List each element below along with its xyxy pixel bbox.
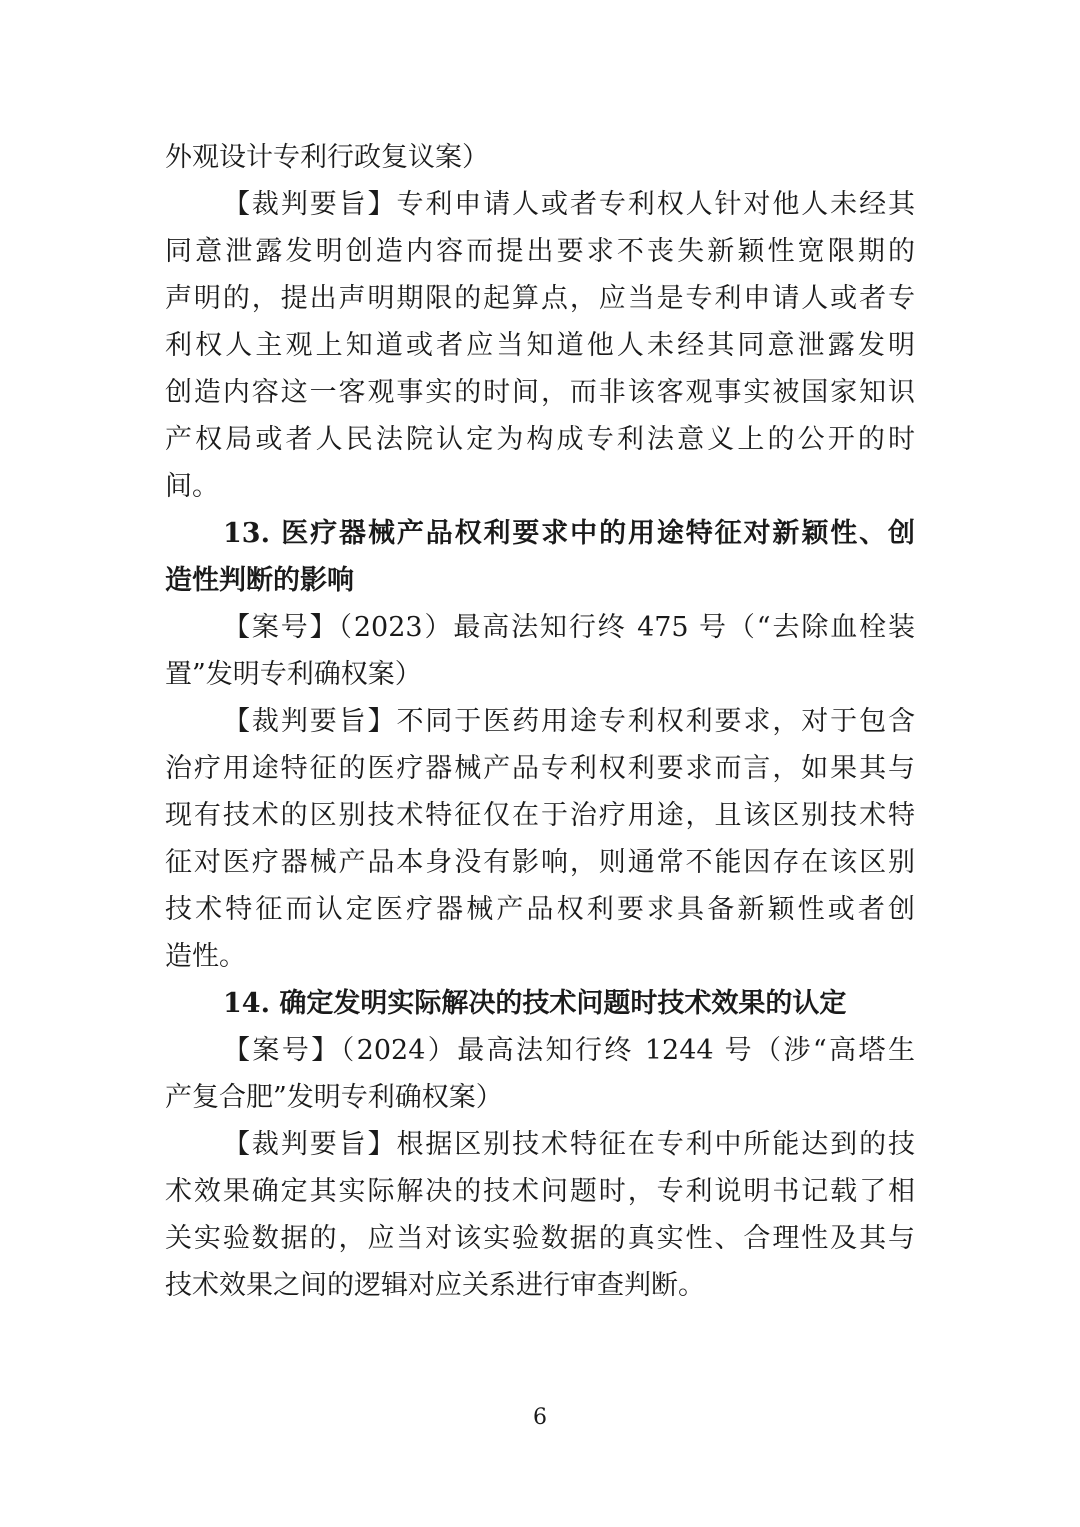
text-line: 产复合肥”发明专利确权案）	[165, 1082, 503, 1113]
text-line: 【案号】（2024）最高法知行终 1244 号（涉“高塔生	[223, 1035, 915, 1066]
text-line: 同意泄露发明创造内容而提出要求不丧失新颖性宽限期的	[165, 236, 915, 267]
text-line: 技术效果之间的逻辑对应关系进行审查判断。	[165, 1270, 705, 1301]
text-line: 创造内容这一客观事实的时间，而非该客观事实被国家知识	[165, 377, 915, 408]
text-line: 术效果确定其实际解决的技术问题时，专利说明书记载了相	[165, 1176, 915, 1207]
text-line: 产权局或者人民法院认定为构成专利法意义上的公开的时	[165, 424, 915, 455]
text-line: 置”发明专利确权案）	[165, 659, 422, 690]
document-body	[165, 138, 915, 1313]
text-line: 造性。	[165, 941, 246, 972]
text-line: 利权人主观上知道或者应当知道他人未经其同意泄露发明	[165, 330, 915, 361]
page-number: 6	[533, 1405, 547, 1430]
text-line: 外观设计专利行政复议案）	[165, 142, 489, 173]
text-line: 造性判断的影响	[165, 565, 354, 596]
section-heading	[165, 514, 915, 608]
text-line: 现有技术的区别技术特征仅在于治疗用途，且该区别技术特	[165, 800, 915, 831]
section-heading	[165, 984, 915, 1031]
text-line: 【裁判要旨】不同于医药用途专利权利要求，对于包含	[223, 706, 915, 737]
case-number-paragraph	[165, 1031, 915, 1125]
case-number-paragraph	[165, 608, 915, 702]
text-line: 征对医疗器械产品本身没有影响，则通常不能因存在该区别	[165, 847, 915, 878]
paragraph	[165, 138, 915, 185]
text-line: 【案号】（2023）最高法知行终 475 号（“去除血栓装	[223, 612, 915, 643]
holding-paragraph	[165, 185, 915, 514]
text-line: 声明的，提出声明期限的起算点，应当是专利申请人或者专	[165, 283, 915, 314]
text-line: 间。	[165, 471, 219, 502]
text-line: 14. 确定发明实际解决的技术问题时技术效果的认定	[223, 988, 847, 1019]
holding-paragraph	[165, 702, 915, 984]
text-line: 13. 医疗器械产品权利要求中的用途特征对新颖性、创	[223, 518, 915, 549]
text-line: 关实验数据的，应当对该实验数据的真实性、合理性及其与	[165, 1223, 915, 1254]
text-line: 技术特征而认定医疗器械产品权利要求具备新颖性或者创	[165, 894, 915, 925]
text-line: 【裁判要旨】专利申请人或者专利权人针对他人未经其	[223, 189, 915, 220]
text-line: 【裁判要旨】根据区别技术特征在专利中所能达到的技	[223, 1129, 915, 1160]
holding-paragraph	[165, 1125, 915, 1313]
text-line: 治疗用途特征的医疗器械产品专利权利要求而言，如果其与	[165, 753, 915, 784]
